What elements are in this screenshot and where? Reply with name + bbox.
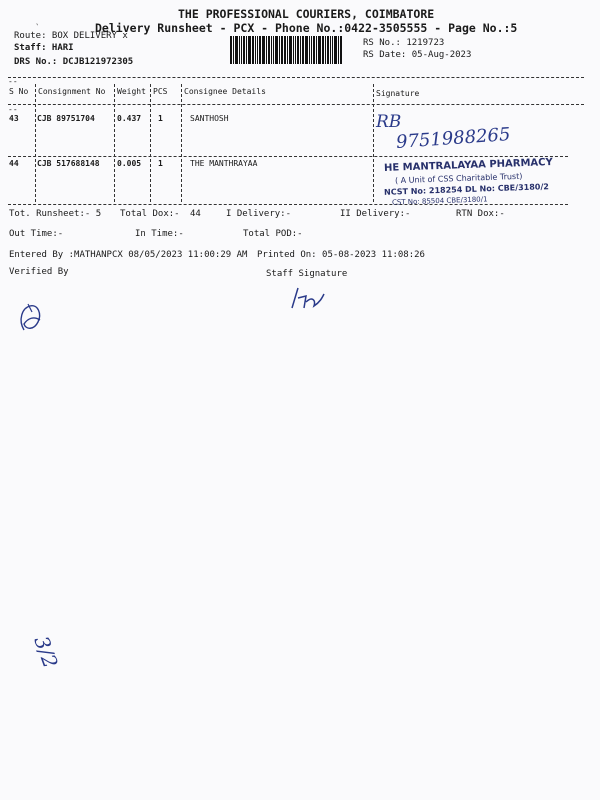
barcode-bar [295, 36, 296, 64]
total-dox-value: 44 [190, 209, 201, 219]
total-pod: Total POD:- [243, 229, 303, 239]
barcode-bar [241, 36, 242, 64]
col-signature: Signature [376, 89, 420, 98]
barcode [230, 36, 343, 64]
barcode-bar [305, 36, 308, 64]
barcode-bar [273, 36, 274, 64]
stamp-line4: CST No: 85504 CBE/3180/1 [391, 195, 488, 207]
table-row-rule [8, 156, 568, 157]
table-bottom-rule [8, 204, 568, 205]
barcode-bar [293, 36, 294, 64]
barcode-bar [325, 36, 326, 64]
i-delivery: I Delivery:- [226, 209, 292, 219]
barcode-bar [230, 36, 232, 64]
rtn-dox: RTN Dox:- [456, 209, 505, 219]
barcode-bar [284, 36, 286, 64]
barcode-bar [311, 36, 312, 64]
col-consignment: Consignment No [38, 87, 106, 96]
barcode-bar [243, 36, 245, 64]
verified-by: Verified By [9, 267, 69, 277]
table-top-rule [8, 77, 584, 78]
row-43-pcs: 1 [158, 114, 163, 123]
barcode-bar [332, 36, 333, 64]
verifier-signature-scribble [16, 300, 46, 334]
row-44-consignment: CJB 517688148 [37, 159, 100, 168]
barcode-bar [275, 36, 278, 64]
stamp-line1: HE MANTRALAYAA PHARMACY [383, 157, 553, 174]
barcode-bar [255, 36, 256, 64]
barcode-bar [266, 36, 267, 64]
barcode-bar [334, 36, 337, 64]
barcode-bar [271, 36, 272, 64]
barcode-bar [330, 36, 331, 64]
barcode-bar [239, 36, 240, 64]
barcode-bar [252, 36, 254, 64]
barcode-bar [248, 36, 251, 64]
ii-delivery: II Delivery:- [340, 209, 411, 219]
route-label: Route: BOX DELIVERY x [14, 31, 128, 41]
table-header-rule [8, 104, 584, 105]
total-dox-label: Total Dox:- [120, 209, 180, 219]
barcode-bar [287, 36, 288, 64]
row-43-phone-note: 9751988265 [395, 124, 512, 153]
barcode-bar [340, 36, 342, 64]
stamp-line2: ( A Unit of CSS Charitable Trust) [394, 171, 523, 186]
barcode-bar [338, 36, 339, 64]
barcode-bar [233, 36, 234, 64]
row-44-consignee: THE MANTHRAYAA [190, 159, 258, 168]
rs-number: RS No.: 1219723 [363, 38, 445, 48]
barcode-bar [327, 36, 329, 64]
barcode-bar [279, 36, 280, 64]
in-time: In Time:- [135, 229, 184, 239]
barcode-bar [289, 36, 292, 64]
row-43-initials: RB [376, 112, 402, 132]
col-sno: S No [9, 87, 29, 96]
out-time: Out Time:- [9, 229, 64, 239]
row-43-consignment: CJB 89751704 [37, 114, 95, 123]
barcode-bar [309, 36, 310, 64]
col-weight: Weight [117, 87, 146, 96]
barcode-bar [300, 36, 301, 64]
barcode-bar [281, 36, 283, 64]
col-consignee: Consignee Details [184, 87, 266, 96]
runsheet-title: Delivery Runsheet - PCX - Phone No.:0422-3505555 - Page No.:5 [95, 21, 518, 35]
barcode-bar [262, 36, 265, 64]
staff-signature-scribble [286, 282, 326, 314]
barcode-bar [268, 36, 270, 64]
row-43-weight: 0.437 [117, 114, 142, 123]
drs-number: DRS No.: DCJB121972305 [14, 57, 134, 67]
rs-date: RS Date: 05-Aug-2023 [363, 50, 472, 60]
printed-on: Printed On: 05-08-2023 11:08:26 [257, 250, 425, 260]
barcode-bar [322, 36, 324, 64]
row-44-sno: 44 [9, 159, 19, 168]
barcode-bar [297, 36, 299, 64]
barcode-bar [259, 36, 261, 64]
barcode-bar [246, 36, 247, 64]
row-43-sno: 43 [9, 114, 19, 123]
barcode-bar [257, 36, 258, 64]
barcode-bar [316, 36, 317, 64]
col-pcs: PCS [153, 87, 168, 96]
margin-note: 3/2 [29, 632, 63, 672]
barcode-bar [302, 36, 304, 64]
company-title: THE PROFESSIONAL COURIERS, COIMBATORE [178, 7, 435, 21]
barcode-bar [318, 36, 321, 64]
tot-runsheet: Tot. Runsheet:- 5 [9, 209, 102, 219]
row-44-pcs: 1 [158, 159, 163, 168]
row-44-weight: 0.005 [117, 159, 142, 168]
entered-by: Entered By :MATHANPCX 08/05/2023 11:00:29 AM [9, 250, 248, 260]
barcode-bar [235, 36, 238, 64]
stamp-line3: NCST No: 218254 DL No: CBE/3180/2 [383, 182, 549, 197]
row-43-consignee: SANTHOSH [190, 114, 229, 123]
barcode-bar [313, 36, 315, 64]
staff-signature-label: Staff Signature [266, 269, 348, 279]
staff-label: Staff: HARI [14, 43, 74, 53]
